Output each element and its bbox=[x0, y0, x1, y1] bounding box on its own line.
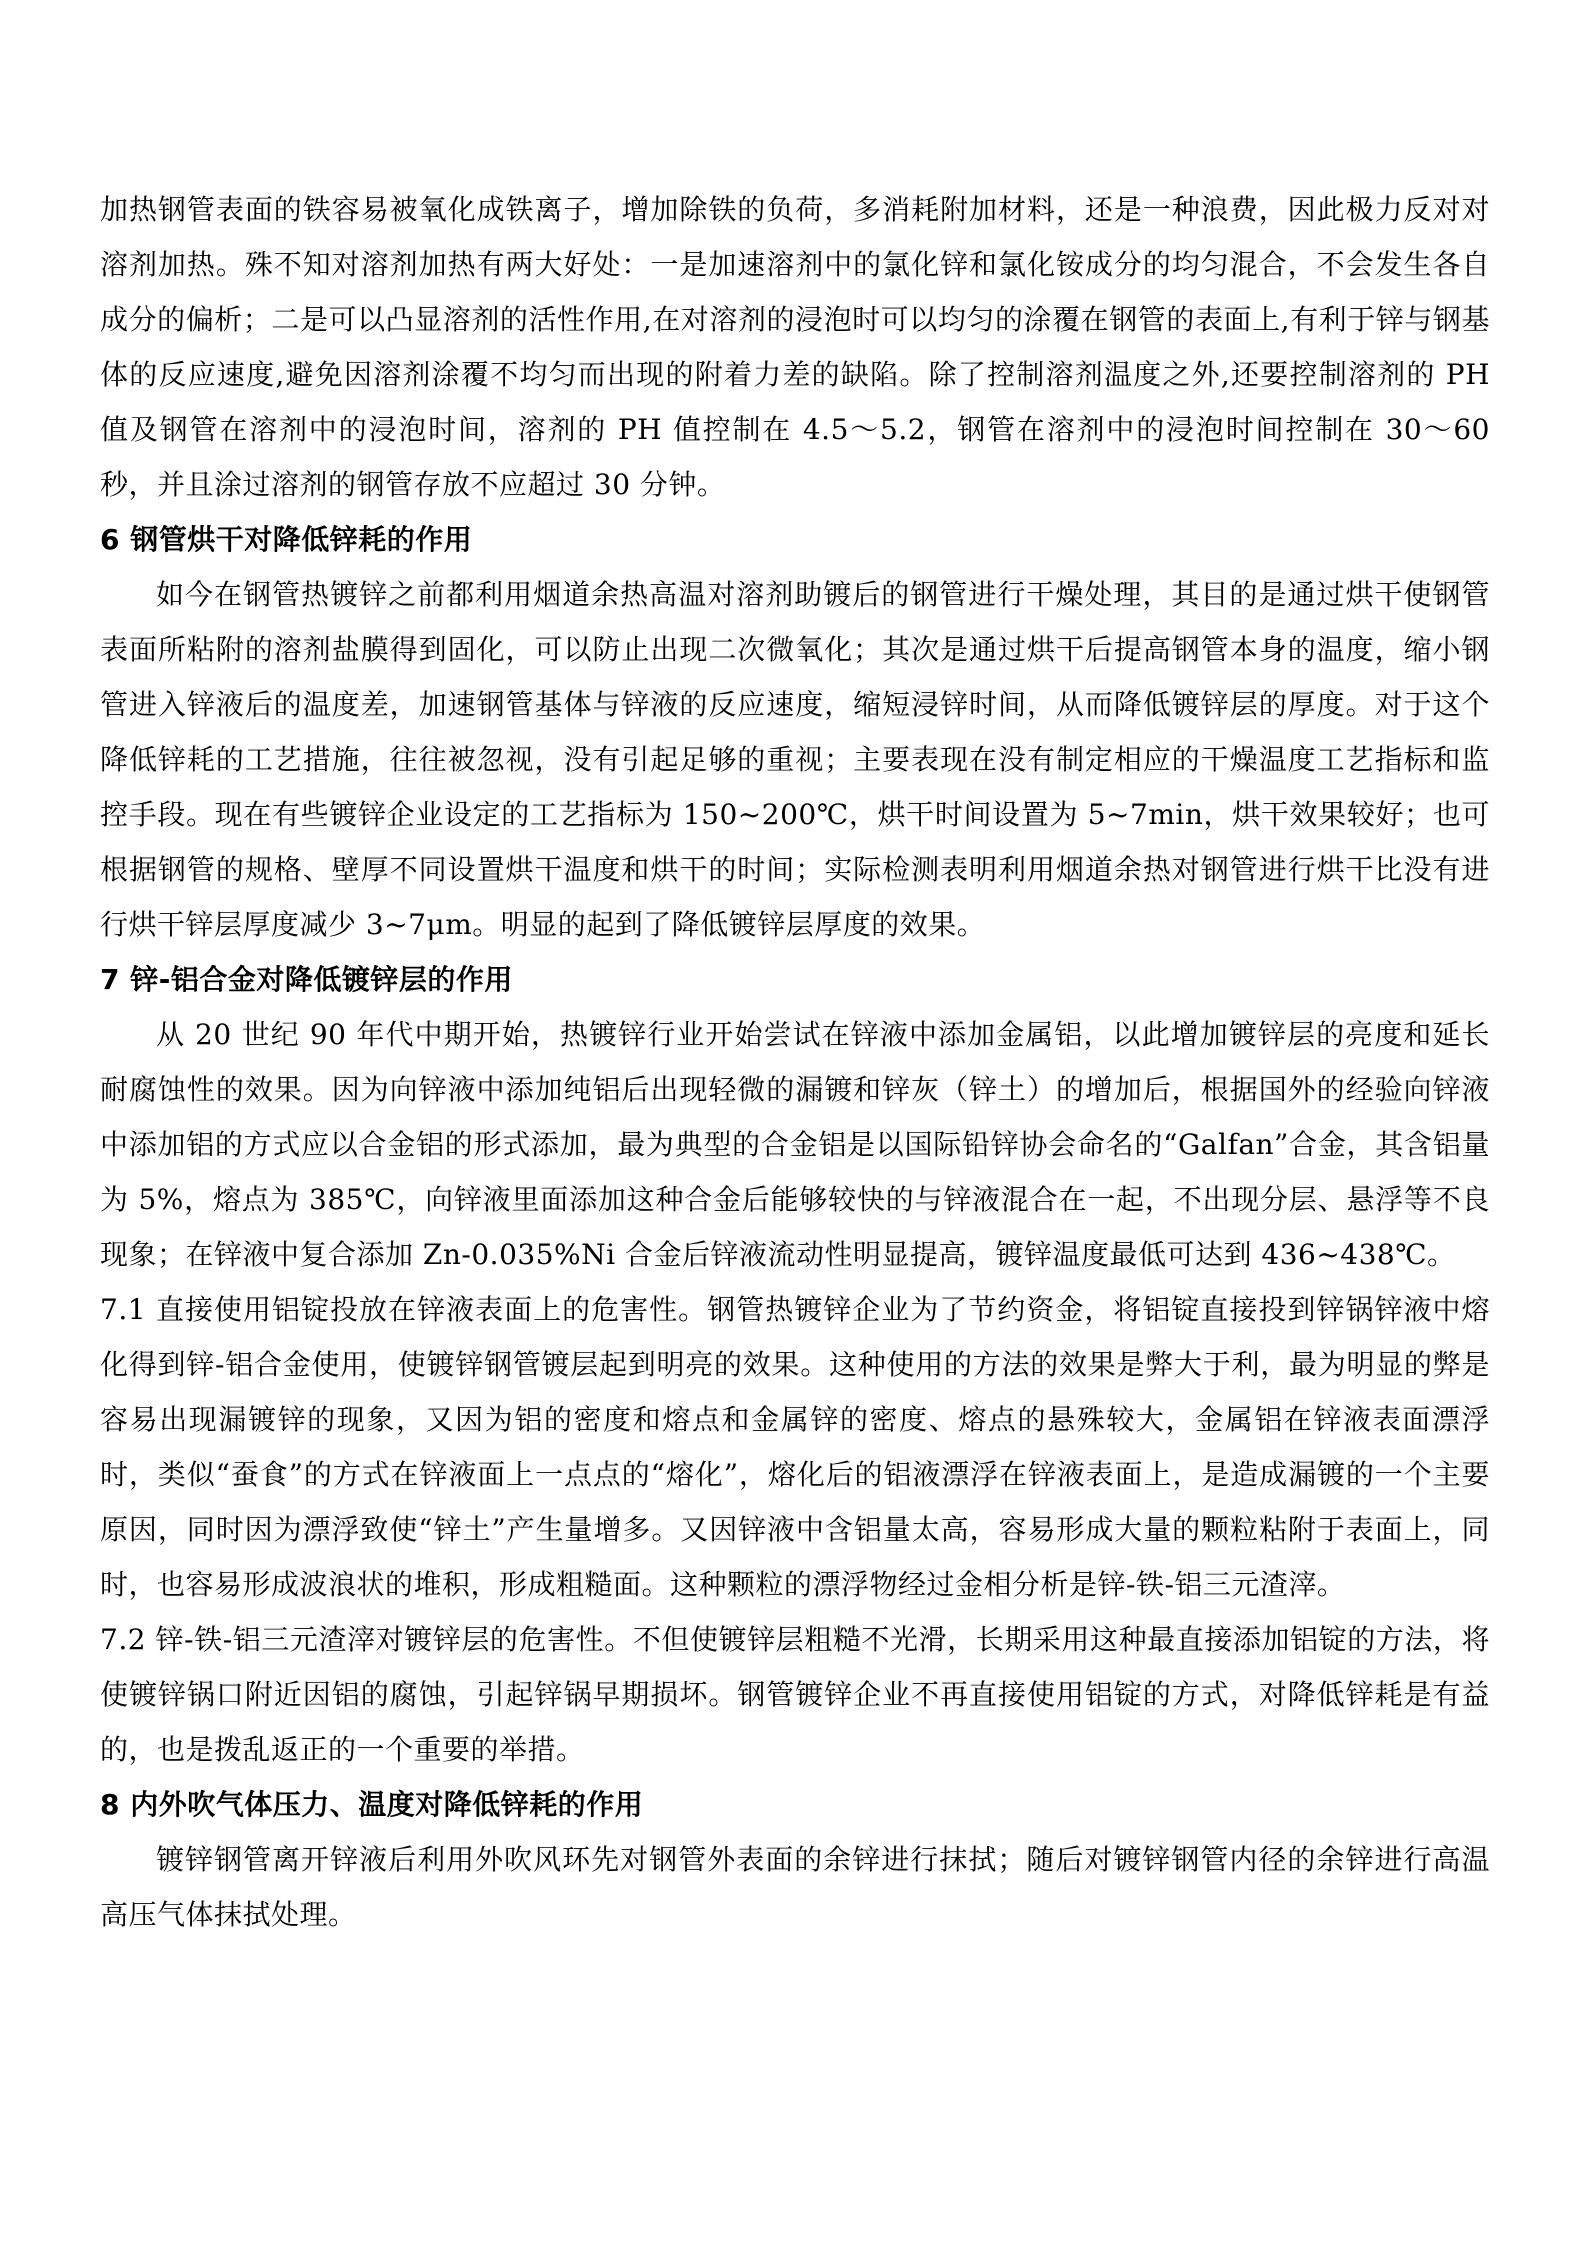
section-heading-8: 8 内外吹气体压力、温度对降低锌耗的作用 bbox=[100, 1788, 644, 1821]
section-7-2-paragraph: 7.2 锌-铁-铝三元渣滓对镀锌层的危害性。不但使镀锌层粗糙不光滑，长期采用这种最直接添加铝锭的方法，将使镀锌锅口附近因铝的腐蚀，引起锌锅早期损坏。钢管镀锌企业不再直接使用铝锭的方式，对降低锌耗是有益的，也是拨乱返正的一个重要的举措。 bbox=[100, 1623, 1490, 1766]
section-heading-6: 6 钢管烘干对降低锌耗的作用 bbox=[100, 523, 473, 556]
section-7-paragraph: 从 20 世纪 90 年代中期开始，热镀锌行业开始尝试在锌液中添加金属铝，以此增加镀锌层的亮度和延长耐腐蚀性的效果。因为向锌液中添加纯铝后出现轻微的漏镀和锌灰（锌土）的增加后，根据国外的经验向锌液中添加铝的方式应以合金铝的形式添加，最为典型的合金铝是以国际铅锌协会命名的“Galfan”合金，其含铝量为 5%，熔点为 385℃，向锌液里面添加这种合金后能够较快的与锌液混合在一起，不出现分层、悬浮等不良现象；在锌液中复合添加 Zn-0.035%Ni 合金后锌液流动性明显提高，镀锌温度最低可达到 436~438℃。 bbox=[100, 1018, 1490, 1271]
section-8-paragraph: 镀锌钢管离开锌液后利用外吹风环先对钢管外表面的余锌进行抹拭；随后对镀锌钢管内径的余锌进行高温高压气体抹拭处理。 bbox=[100, 1843, 1490, 1931]
section-6-paragraph: 如今在钢管热镀锌之前都利用烟道余热高温对溶剂助镀后的钢管进行干燥处理，其目的是通过烘干使钢管表面所粘附的溶剂盐膜得到固化，可以防止出现二次微氧化；其次是通过烘干后提高钢管本身的温度，缩小钢管进入锌液后的温度差，加速钢管基体与锌液的反应速度，缩短浸锌时间，从而降低镀锌层的厚度。对于这个降低锌耗的工艺措施，往往被忽视，没有引起足够的重视；主要表现在没有制定相应的干燥温度工艺指标和监控手段。现在有些镀锌企业设定的工艺指标为 150~200℃，烘干时间设置为 5~7min，烘干效果较好；也可根据钢管的规格、壁厚不同设置烘干温度和烘干的时间；实际检测表明利用烟道余热对钢管进行烘干比没有进行烘干锌层厚度减少 3~7μm。明显的起到了降低镀锌层厚度的效果。 bbox=[100, 578, 1490, 941]
intro-continuation-paragraph: 加热钢管表面的铁容易被氧化成铁离子，增加除铁的负荷，多消耗附加材料，还是一种浪费，因此极力反对对溶剂加热。殊不知对溶剂加热有两大好处：一是加速溶剂中的氯化锌和氯化铵成分的均匀混合，不会发生各自成分的偏析；二是可以凸显溶剂的活性作用,在对溶剂的浸泡时可以均匀的涂覆在钢管的表面上,有利于锌与钢基体的反应速度,避免因溶剂涂覆不均匀而出现的附着力差的缺陷。除了控制溶剂温度之外,还要控制溶剂的 PH 值及钢管在溶剂中的浸泡时间，溶剂的 PH 值控制在 4.5～5.2，钢管在溶剂中的浸泡时间控制在 30～60 秒，并且涂过溶剂的钢管存放不应超过 30 分钟。 bbox=[100, 193, 1490, 501]
section-heading-7: 7 锌-铝合金对降低镀锌层的作用 bbox=[100, 963, 513, 996]
section-7-1-paragraph: 7.1 直接使用铝锭投放在锌液表面上的危害性。钢管热镀锌企业为了节约资金，将铝锭直接投到锌锅锌液中熔化得到锌-铝合金使用，使镀锌钢管镀层起到明亮的效果。这种使用的方法的效果是弊大于利，最为明显的弊是容易出现漏镀锌的现象，又因为铝的密度和熔点和金属锌的密度、熔点的悬殊较大，金属铝在锌液表面漂浮时，类似“蚕食”的方式在锌液面上一点点的“熔化”，熔化后的铝液漂浮在锌液表面上，是造成漏镀的一个主要原因，同时因为漂浮致使“锌土”产生量增多。又因锌液中含铝量太高，容易形成大量的颗粒粘附于表面上，同时，也容易形成波浪状的堆积，形成粗糙面。这种颗粒的漂浮物经过金相分析是锌-铁-铝三元渣滓。 bbox=[100, 1293, 1490, 1601]
